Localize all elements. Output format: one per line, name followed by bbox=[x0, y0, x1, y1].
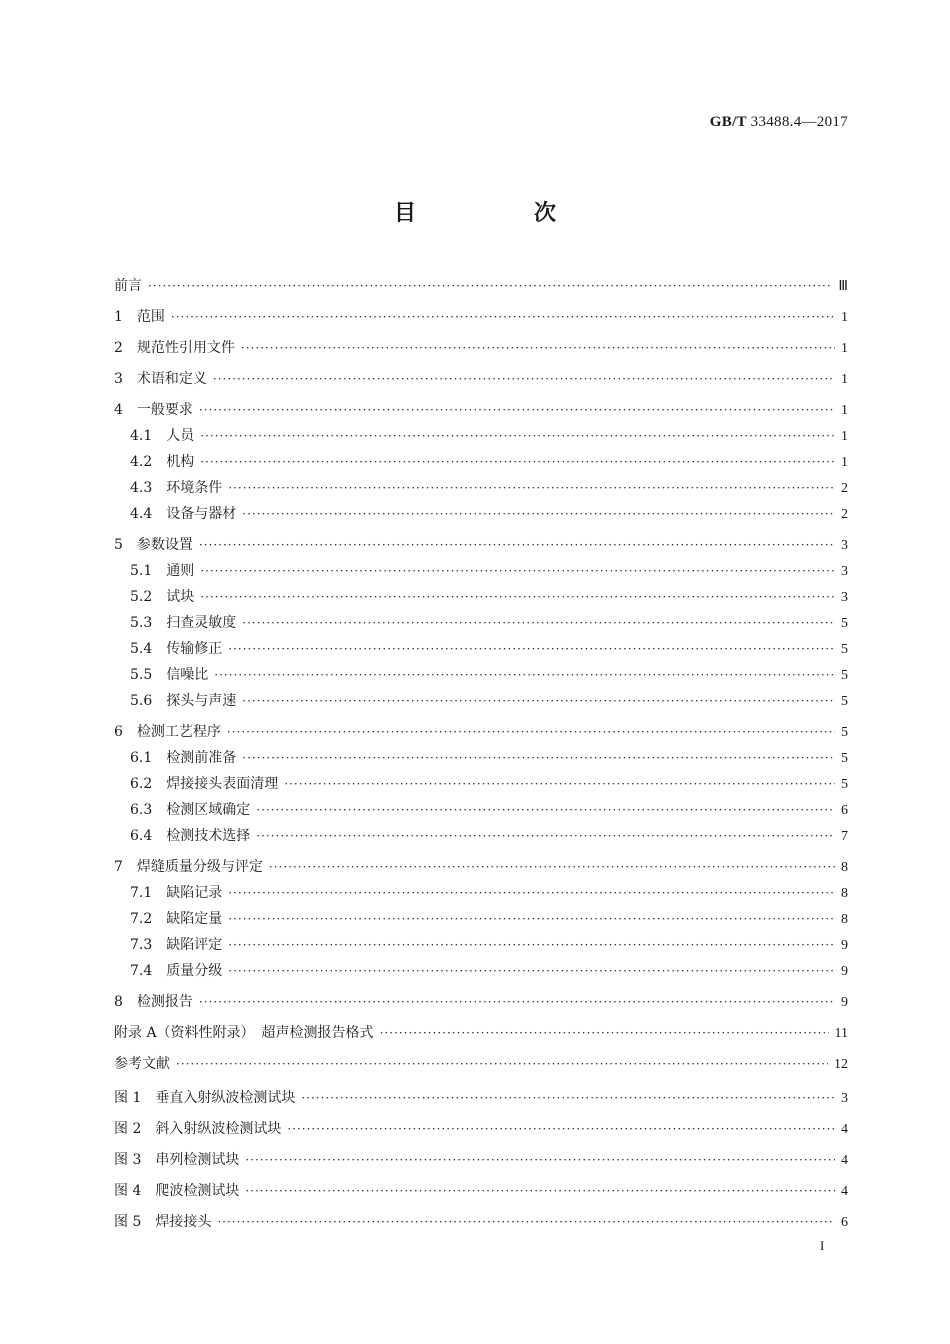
entry-number: 4 bbox=[114, 402, 123, 418]
entry-number: 8 bbox=[114, 994, 123, 1010]
toc-entry[interactable] bbox=[114, 912, 848, 927]
entry-number: 图 1 bbox=[114, 1090, 142, 1106]
dot-leader bbox=[171, 311, 835, 323]
entry-page: 2 bbox=[841, 481, 848, 496]
entry-title bbox=[130, 938, 222, 952]
entry-title bbox=[130, 912, 222, 926]
entry-title bbox=[114, 1153, 239, 1167]
entry-page: 9 bbox=[841, 964, 848, 979]
entry-number: 4.3 bbox=[130, 480, 153, 496]
entry-number: 6.4 bbox=[130, 828, 153, 844]
entry-title bbox=[130, 455, 194, 469]
entry-title bbox=[114, 279, 142, 293]
entry-label: 爬波检测试块 bbox=[155, 1183, 240, 1199]
dot-leader bbox=[176, 1058, 828, 1070]
dot-leader bbox=[242, 695, 835, 707]
entry-title bbox=[114, 1122, 281, 1136]
entry-label: 缺陷记录 bbox=[166, 885, 223, 901]
entry-title bbox=[114, 372, 207, 386]
entry-title bbox=[114, 310, 165, 324]
dot-leader bbox=[217, 1216, 835, 1228]
entry-page: 8 bbox=[841, 912, 848, 927]
entry-page: 6 bbox=[841, 1215, 848, 1230]
dot-leader bbox=[200, 456, 835, 468]
toc-entry[interactable] bbox=[114, 481, 848, 496]
entry-page: 5 bbox=[841, 668, 848, 683]
entry-title bbox=[114, 1057, 170, 1071]
entry-page: Ⅲ bbox=[838, 279, 848, 294]
entry-page: 1 bbox=[841, 372, 848, 387]
entry-label: 信噪比 bbox=[166, 667, 209, 683]
entry-label: 通则 bbox=[166, 563, 195, 579]
entry-page: 2 bbox=[841, 507, 848, 522]
entry-label: 传输修正 bbox=[166, 641, 223, 657]
toc-entry[interactable] bbox=[114, 538, 848, 553]
entry-title bbox=[130, 829, 250, 843]
figure-entry[interactable] bbox=[114, 1091, 848, 1106]
standard-number: 33488.4—2017 bbox=[750, 114, 848, 130]
entry-title bbox=[130, 751, 236, 765]
figure-list bbox=[114, 1091, 848, 1230]
toc-entry[interactable] bbox=[114, 507, 848, 522]
entry-page: 8 bbox=[841, 886, 848, 901]
dot-leader bbox=[228, 887, 835, 899]
page-title: 目 次 bbox=[393, 201, 604, 226]
entry-number: 7.3 bbox=[130, 937, 153, 953]
entry-number: 5.3 bbox=[130, 615, 153, 631]
toc-entry[interactable] bbox=[114, 372, 848, 387]
entry-title bbox=[130, 564, 194, 578]
entry-number: 图 2 bbox=[114, 1121, 142, 1137]
dot-leader bbox=[228, 965, 835, 977]
entry-number: 5.5 bbox=[130, 667, 153, 683]
entry-page: 3 bbox=[841, 538, 848, 553]
dot-leader bbox=[200, 430, 835, 442]
entry-label: 焊接接头表面清理 bbox=[166, 776, 279, 792]
entry-label: 串列检测试块 bbox=[155, 1152, 240, 1168]
dot-leader bbox=[228, 643, 835, 655]
dot-leader bbox=[256, 830, 835, 842]
toc-entry[interactable] bbox=[114, 1026, 848, 1041]
entry-title bbox=[130, 694, 236, 708]
dot-leader bbox=[242, 752, 835, 764]
dot-leader bbox=[214, 669, 835, 681]
standard-code bbox=[710, 114, 848, 131]
entry-label: 检测技术选择 bbox=[166, 828, 251, 844]
toc-entry[interactable] bbox=[114, 938, 848, 953]
dot-leader bbox=[199, 539, 835, 551]
entry-title bbox=[114, 1091, 295, 1105]
dot-leader bbox=[245, 1185, 835, 1197]
entry-label: 质量分级 bbox=[166, 963, 223, 979]
entry-page: 5 bbox=[841, 694, 848, 709]
entry-number: 3 bbox=[114, 371, 123, 387]
toc-entry[interactable] bbox=[114, 803, 848, 818]
entry-page: 1 bbox=[841, 310, 848, 325]
entry-title bbox=[130, 886, 222, 900]
entry-number: 图 4 bbox=[114, 1183, 142, 1199]
toc-entry[interactable] bbox=[114, 860, 848, 875]
dot-leader bbox=[287, 1123, 835, 1135]
dot-leader bbox=[227, 726, 835, 738]
entry-label: 机构 bbox=[166, 454, 195, 470]
entry-page: 7 bbox=[841, 829, 848, 844]
entry-page: 3 bbox=[841, 1091, 848, 1106]
entry-page: 1 bbox=[841, 341, 848, 356]
dot-leader bbox=[241, 342, 835, 354]
dot-leader bbox=[199, 996, 835, 1008]
entry-title bbox=[114, 1215, 211, 1229]
dot-leader bbox=[301, 1092, 835, 1104]
entry-label: 焊接接头 bbox=[155, 1214, 212, 1230]
entry-page: 5 bbox=[841, 777, 848, 792]
toc-entry[interactable] bbox=[114, 694, 848, 709]
toc-entry[interactable] bbox=[114, 429, 848, 444]
dot-leader bbox=[245, 1154, 835, 1166]
dot-leader bbox=[242, 508, 835, 520]
entry-title bbox=[130, 616, 236, 630]
entry-page: 4 bbox=[841, 1184, 848, 1199]
dot-leader bbox=[148, 280, 832, 292]
figure-entry[interactable] bbox=[114, 1122, 848, 1137]
toc-entry[interactable] bbox=[114, 777, 848, 792]
toc-entry[interactable] bbox=[114, 616, 848, 631]
entry-number: 6.1 bbox=[130, 750, 153, 766]
entry-label: 范围 bbox=[136, 309, 165, 325]
figure-entry[interactable] bbox=[114, 1184, 848, 1199]
entry-label: 探头与声速 bbox=[166, 693, 237, 709]
entry-label: 设备与器材 bbox=[166, 506, 237, 522]
toc-entry[interactable] bbox=[114, 590, 848, 605]
toc-entry[interactable] bbox=[114, 995, 848, 1010]
entry-title bbox=[130, 803, 250, 817]
entry-page: 6 bbox=[841, 803, 848, 818]
toc-entry[interactable] bbox=[114, 564, 848, 579]
entry-label: 扫查灵敏度 bbox=[166, 615, 237, 631]
entry-page: 5 bbox=[841, 642, 848, 657]
toc-entry[interactable] bbox=[114, 668, 848, 683]
figure-entry[interactable] bbox=[114, 1153, 848, 1168]
entry-number: 图 3 bbox=[114, 1152, 142, 1168]
entry-label: 垂直入射纵波检测试块 bbox=[155, 1090, 296, 1106]
entry-page: 3 bbox=[841, 564, 848, 579]
entry-number: 7.4 bbox=[130, 963, 153, 979]
dot-leader bbox=[200, 591, 835, 603]
dot-leader bbox=[228, 913, 835, 925]
entry-number: 7.1 bbox=[130, 885, 153, 901]
entry-label: 检测前准备 bbox=[166, 750, 237, 766]
entry-number: 2 bbox=[114, 340, 123, 356]
entry-page: 11 bbox=[834, 1026, 848, 1041]
entry-page: 9 bbox=[841, 938, 848, 953]
entry-label: 环境条件 bbox=[166, 480, 223, 496]
entry-title bbox=[114, 1184, 239, 1198]
toc-entry[interactable] bbox=[114, 642, 848, 657]
table-of-contents bbox=[114, 279, 848, 1072]
toc-entry[interactable] bbox=[114, 829, 848, 844]
dot-leader bbox=[256, 804, 835, 816]
entry-number: 5.4 bbox=[130, 641, 153, 657]
dot-leader bbox=[228, 939, 835, 951]
toc-entry[interactable] bbox=[114, 455, 848, 470]
entry-page: 5 bbox=[841, 616, 848, 631]
entry-label: 参考文献 bbox=[114, 1056, 170, 1072]
toc-entry[interactable] bbox=[114, 403, 848, 418]
entry-number: 4.1 bbox=[130, 428, 153, 444]
entry-label: 缺陷评定 bbox=[166, 937, 223, 953]
entry-title bbox=[130, 481, 222, 495]
entry-title bbox=[114, 1026, 374, 1040]
entry-title bbox=[130, 964, 222, 978]
entry-page: 3 bbox=[841, 590, 848, 605]
entry-page: 12 bbox=[834, 1057, 848, 1072]
toc-entry[interactable] bbox=[114, 310, 848, 325]
entry-label: 检测工艺程序 bbox=[136, 724, 221, 740]
standard-prefix: GB/T bbox=[709, 114, 747, 130]
entry-title bbox=[114, 725, 221, 739]
dot-leader bbox=[200, 565, 835, 577]
entry-title bbox=[130, 642, 222, 656]
entry-label: 附录 A（资料性附录） 超声检测报告格式 bbox=[114, 1025, 374, 1041]
entry-label: 前言 bbox=[114, 278, 142, 294]
entry-page: 1 bbox=[841, 403, 848, 418]
entry-number: 5.1 bbox=[130, 563, 153, 579]
toc-entry[interactable] bbox=[114, 751, 848, 766]
entry-page: 1 bbox=[841, 429, 848, 444]
entry-number: 6.3 bbox=[130, 802, 153, 818]
entry-label: 缺陷定量 bbox=[166, 911, 223, 927]
dot-leader bbox=[213, 373, 835, 385]
entry-label: 参数设置 bbox=[136, 537, 193, 553]
entry-label: 试块 bbox=[166, 589, 195, 605]
entry-title bbox=[130, 777, 278, 791]
entry-label: 检测区域确定 bbox=[166, 802, 251, 818]
entry-page: 4 bbox=[841, 1122, 848, 1137]
entry-title bbox=[130, 668, 208, 682]
entry-label: 规范性引用文件 bbox=[136, 340, 235, 356]
entry-title bbox=[114, 995, 193, 1009]
entry-label: 检测报告 bbox=[136, 994, 193, 1010]
toc-entry[interactable] bbox=[114, 886, 848, 901]
entry-label: 人员 bbox=[166, 428, 195, 444]
entry-title bbox=[130, 590, 194, 604]
entry-page: 5 bbox=[841, 725, 848, 740]
entry-title bbox=[114, 341, 235, 355]
entry-title bbox=[114, 538, 193, 552]
dot-leader bbox=[228, 482, 835, 494]
toc-entry[interactable] bbox=[114, 279, 848, 294]
entry-title bbox=[114, 860, 263, 874]
entry-number: 4.2 bbox=[130, 454, 153, 470]
entry-label: 一般要求 bbox=[136, 402, 193, 418]
entry-label: 术语和定义 bbox=[136, 371, 207, 387]
entry-number: 5 bbox=[114, 537, 123, 553]
entry-title bbox=[114, 403, 193, 417]
entry-page: 1 bbox=[841, 455, 848, 470]
entry-title bbox=[130, 507, 236, 521]
entry-page: 5 bbox=[841, 751, 848, 766]
entry-page: 8 bbox=[841, 860, 848, 875]
entry-label: 斜入射纵波检测试块 bbox=[155, 1121, 282, 1137]
dot-leader bbox=[269, 861, 835, 873]
entry-number: 5.6 bbox=[130, 693, 153, 709]
dot-leader bbox=[199, 404, 835, 416]
figure-entry[interactable] bbox=[114, 1215, 848, 1230]
toc-entry[interactable] bbox=[114, 725, 848, 740]
entry-number: 图 5 bbox=[114, 1214, 142, 1230]
entry-number: 7 bbox=[114, 859, 123, 875]
toc-entry[interactable] bbox=[114, 964, 848, 979]
entry-number: 1 bbox=[114, 309, 123, 325]
entry-number: 6 bbox=[114, 724, 123, 740]
entry-number: 4.4 bbox=[130, 506, 153, 522]
dot-leader bbox=[284, 778, 835, 790]
dot-leader bbox=[242, 617, 835, 629]
entry-title bbox=[130, 429, 194, 443]
entry-number: 7.2 bbox=[130, 911, 153, 927]
page-number: I bbox=[820, 1238, 825, 1253]
entry-page: 9 bbox=[841, 995, 848, 1010]
toc-entry[interactable] bbox=[114, 341, 848, 356]
entry-page: 4 bbox=[841, 1153, 848, 1168]
dot-leader bbox=[380, 1027, 829, 1039]
toc-entry[interactable] bbox=[114, 1057, 848, 1072]
entry-label: 焊缝质量分级与评定 bbox=[136, 859, 263, 875]
entry-number: 6.2 bbox=[130, 776, 153, 792]
entry-number: 5.2 bbox=[130, 589, 153, 605]
